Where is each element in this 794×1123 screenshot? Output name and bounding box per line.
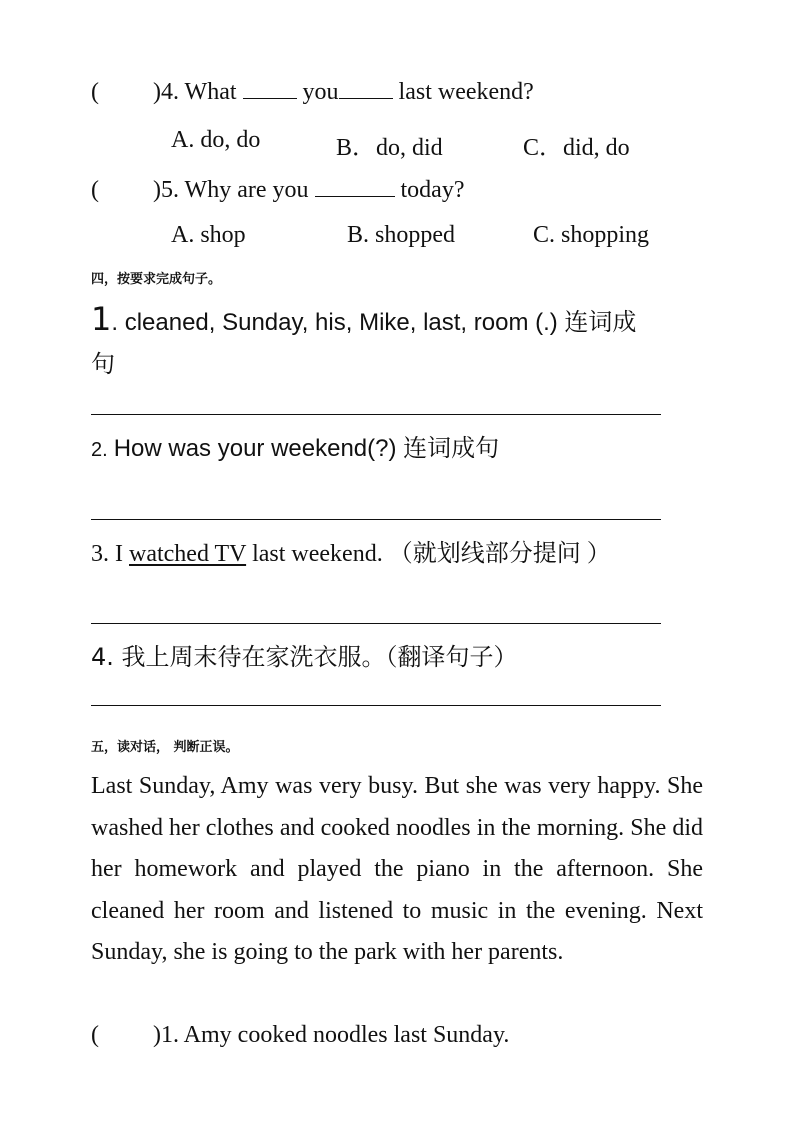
- question-5: [91, 176, 465, 204]
- question-4-mid: you: [302, 79, 339, 105]
- question-4-end: last weekend?: [398, 79, 534, 105]
- judge-question-1-label: )1. Amy cooked noodles last Sunday.: [153, 1022, 510, 1048]
- answer-blank[interactable]: [315, 176, 395, 197]
- section-4-item-1: [91, 300, 636, 338]
- question-5-option-b[interactable]: B. shopped: [347, 222, 455, 248]
- question-5-end: today?: [400, 177, 465, 203]
- question-5-option-c[interactable]: C. shopping: [533, 222, 650, 248]
- item-1-wrap: 句: [91, 350, 115, 378]
- item-3-prefix: 3. I: [91, 541, 129, 567]
- answer-blank[interactable]: [339, 78, 393, 99]
- question-4-label: )4. What: [153, 79, 237, 105]
- question-4-option-c[interactable]: C．did, do: [523, 135, 630, 161]
- judge-question-1: [91, 1022, 509, 1049]
- answer-blank[interactable]: [243, 78, 297, 99]
- answer-paren-open: (: [91, 79, 99, 105]
- answer-paren-open: (: [91, 1022, 99, 1048]
- section-4-item-4: 4. 我上周末待在家洗衣服。（翻译句子）: [91, 643, 518, 671]
- question-4-option-b[interactable]: B．do, did: [336, 135, 443, 161]
- reading-passage: Last Sunday, Amy was very busy. But she was very happy. She washed her clothes and cooked noodles in the morning. She did her homework and played the piano in the afternoon. She cleaned her room and listened to music in the evening. Next Sunday, she is going to the park with her parents.: [91, 773, 703, 965]
- section-4-title: 四，按要求完成句子。: [91, 272, 222, 287]
- section-4-item-2: [91, 428, 499, 463]
- item-1-text: . cleaned, Sunday, his, Mike, last, room (.) 连词成: [111, 309, 637, 336]
- answer-line-4[interactable]: [91, 705, 661, 706]
- section-5-title: 五，读对话， 判断正误。: [91, 740, 239, 755]
- item-1-number: 1: [91, 300, 112, 338]
- question-4: [91, 78, 534, 106]
- answer-line-3[interactable]: [91, 623, 661, 624]
- answer-line-1[interactable]: [91, 414, 661, 415]
- question-5-label: )5. Why are you: [153, 177, 309, 203]
- answer-line-2[interactable]: [91, 519, 661, 520]
- item-2-number: 2.: [91, 439, 108, 461]
- item-2-text: How was your weekend(?) 连词成句: [113, 435, 500, 462]
- answer-paren-open: (: [91, 177, 99, 203]
- question-4-option-a[interactable]: A. do, do: [171, 127, 261, 153]
- item-3-suffix: last weekend. （就划线部分提问 ）: [246, 541, 611, 567]
- section-4-item-3: [91, 533, 611, 568]
- item-3-underlined: watched TV: [129, 541, 247, 567]
- question-5-option-a[interactable]: A. shop: [171, 222, 246, 248]
